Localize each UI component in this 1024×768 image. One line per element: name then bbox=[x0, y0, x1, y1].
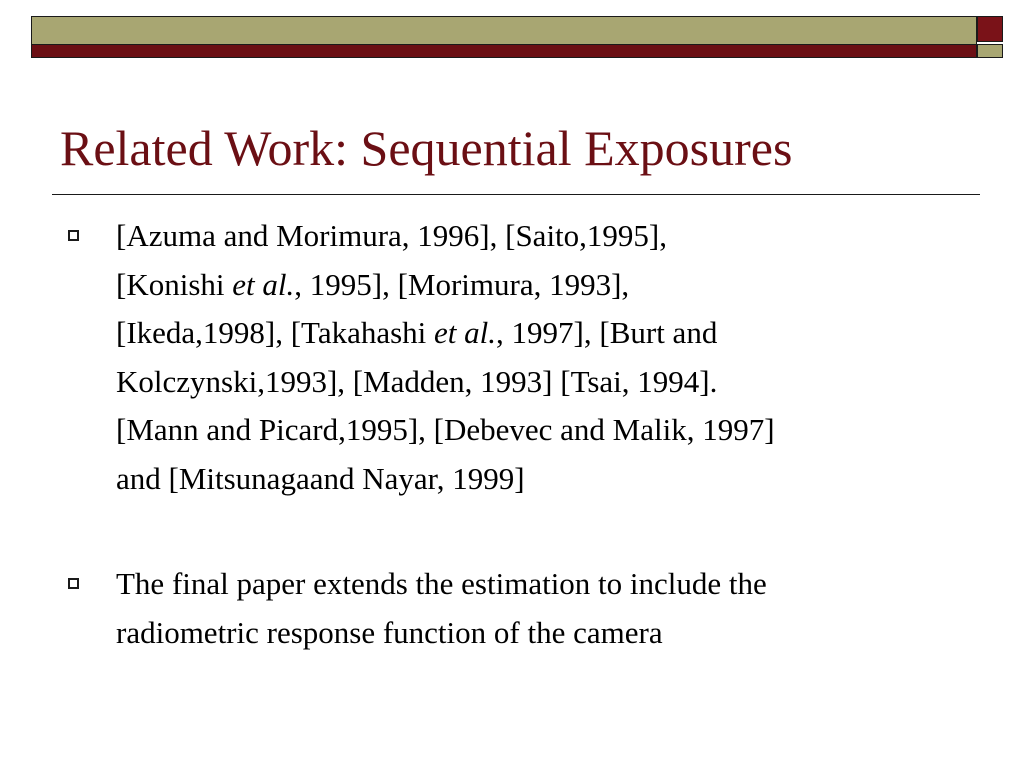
text-run: [Mann and Picard,1995], [Debevec and Malik, 1997] bbox=[116, 412, 775, 447]
text-run: , 1995], [Morimura, 1993], bbox=[294, 266, 630, 302]
header-decoration-band bbox=[31, 16, 977, 58]
bullet-line bbox=[116, 212, 968, 261]
bullet-item-final-paper bbox=[68, 560, 968, 657]
bullet-line bbox=[116, 309, 968, 358]
text-run: [Ikeda,1998], [Takahashi bbox=[116, 315, 435, 350]
bullet-item-references bbox=[68, 212, 968, 503]
bullet-list bbox=[68, 212, 968, 657]
header-band-maroon bbox=[32, 45, 976, 57]
bullet-line bbox=[116, 406, 968, 455]
title-divider bbox=[52, 194, 980, 195]
italic-text: et al. bbox=[232, 266, 295, 302]
text-run: [Azuma and Morimura, 1996], [Saito,1995], bbox=[116, 218, 667, 253]
bullet-text bbox=[116, 560, 968, 657]
square-bullet-icon bbox=[68, 578, 79, 589]
bullet-line bbox=[116, 261, 968, 310]
text-run: Kolczynski,1993], [Madden, 1993] [Tsai, 1994]. bbox=[116, 363, 718, 399]
italic-text: et al. bbox=[434, 315, 497, 350]
header-band-olive bbox=[32, 17, 976, 45]
header-square-maroon bbox=[977, 16, 1003, 42]
text-run: , 1997], [Burt and bbox=[496, 315, 718, 350]
text-run: [Konishi bbox=[116, 266, 233, 302]
header-square-olive bbox=[977, 44, 1003, 58]
text-run: The final paper extends the estimation to include the bbox=[116, 566, 767, 601]
bullet-line bbox=[116, 560, 968, 609]
square-bullet-icon bbox=[68, 230, 79, 241]
bullet-line bbox=[116, 455, 968, 504]
text-run: and [Mitsunagaand Nayar, 1999] bbox=[116, 460, 525, 496]
bullet-text bbox=[116, 212, 968, 503]
header-decoration-squares bbox=[977, 16, 1003, 58]
bullet-line bbox=[116, 609, 968, 658]
text-run: radiometric response function of the camera bbox=[116, 614, 663, 650]
bullet-line bbox=[116, 358, 968, 407]
slide-title: Related Work: Sequential Exposures bbox=[60, 120, 793, 176]
